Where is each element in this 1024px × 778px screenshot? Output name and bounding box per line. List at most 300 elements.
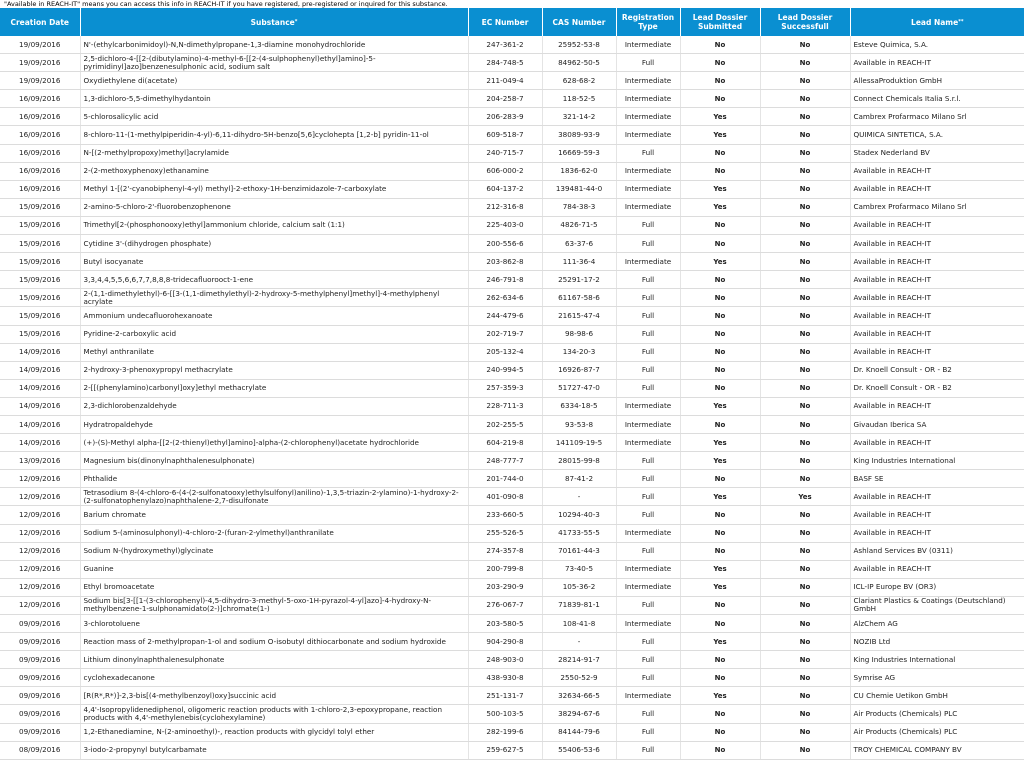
- cell-lead-dossier-submitted: No: [680, 361, 760, 379]
- cell-lead-dossier-submitted: No: [680, 651, 760, 669]
- cell-lead-name: CU Chemie Uetikon GmbH: [850, 687, 1024, 705]
- cell-cas-number: 2550-52-9: [542, 669, 616, 687]
- cell-cas-number: 111-36-4: [542, 253, 616, 271]
- cell-registration-type: Intermediate: [616, 198, 680, 216]
- cell-registration-type: Full: [616, 542, 680, 560]
- cell-lead-dossier-successful: No: [760, 253, 850, 271]
- table-row: [0, 723, 1024, 741]
- cell-lead-name: AllessaProduktion GmbH: [850, 72, 1024, 90]
- cell-cas-number: 38294-67-6: [542, 705, 616, 723]
- cell-substance: 4,4'-Isopropylidenediphenol, oligomeric reaction products with 1-chloro-2,3-epoxypropane, reaction products with 4,4'-methylenebis(cyclohexylamine): [80, 705, 468, 723]
- cell-lead-dossier-submitted: Yes: [680, 126, 760, 144]
- cell-registration-type: Intermediate: [616, 180, 680, 198]
- cell-registration-type: Full: [616, 506, 680, 524]
- header-lead-dossier-successful[interactable]: Lead Dossier Successfull: [760, 8, 850, 36]
- cell-lead-name: TROY CHEMICAL COMPANY BV: [850, 741, 1024, 759]
- cell-cas-number: 139481-44-0: [542, 180, 616, 198]
- cell-cas-number: 93-53-8: [542, 415, 616, 433]
- cell-ec-number: 204-258-7: [468, 90, 542, 108]
- table-row: [0, 578, 1024, 596]
- cell-lead-dossier-submitted: Yes: [680, 687, 760, 705]
- header-substance[interactable]: Substance*: [80, 8, 468, 36]
- cell-lead-dossier-successful: No: [760, 434, 850, 452]
- cell-cas-number: 25952-53-8: [542, 36, 616, 54]
- cell-lead-name: Available in REACH-IT: [850, 235, 1024, 253]
- cell-creation-date: 12/09/2016: [0, 542, 80, 560]
- cell-ec-number: 274-357-8: [468, 542, 542, 560]
- cell-creation-date: 14/09/2016: [0, 343, 80, 361]
- cell-ec-number: 211-049-4: [468, 72, 542, 90]
- cell-lead-dossier-successful: No: [760, 216, 850, 234]
- table-row: [0, 36, 1024, 54]
- cell-lead-dossier-submitted: No: [680, 235, 760, 253]
- cell-lead-dossier-submitted: No: [680, 741, 760, 759]
- cell-ec-number: 248-903-0: [468, 651, 542, 669]
- cell-lead-dossier-successful: No: [760, 452, 850, 470]
- cell-lead-dossier-successful: No: [760, 289, 850, 307]
- cell-cas-number: 4826-71-5: [542, 216, 616, 234]
- cell-ec-number: 200-799-8: [468, 560, 542, 578]
- cell-creation-date: 09/09/2016: [0, 651, 80, 669]
- cell-cas-number: 51727-47-0: [542, 379, 616, 397]
- cell-ec-number: 438-930-8: [468, 669, 542, 687]
- cell-lead-dossier-successful: No: [760, 506, 850, 524]
- cell-registration-type: Full: [616, 307, 680, 325]
- cell-cas-number: 134-20-3: [542, 343, 616, 361]
- cell-substance: N'-(ethylcarbonimidoyl)-N,N-dimethylpropane-1,3-diamine monohydrochloride: [80, 36, 468, 54]
- cell-substance: Sodium 5-(aminosulphonyl)-4-chloro-2-(furan-2-ylmethyl)anthranilate: [80, 524, 468, 542]
- table-row: [0, 235, 1024, 253]
- table-row: [0, 434, 1024, 452]
- cell-substance: 1,2-Ethanediamine, N-(2-aminoethyl)-, reaction products with glycidyl tolyl ether: [80, 723, 468, 741]
- table-row: [0, 325, 1024, 343]
- cell-lead-dossier-successful: No: [760, 126, 850, 144]
- cell-ec-number: 604-219-8: [468, 434, 542, 452]
- cell-creation-date: 12/09/2016: [0, 578, 80, 596]
- cell-creation-date: 15/09/2016: [0, 216, 80, 234]
- table-row: [0, 542, 1024, 560]
- cell-ec-number: 206-283-9: [468, 108, 542, 126]
- cell-lead-name: Available in REACH-IT: [850, 524, 1024, 542]
- cell-lead-dossier-submitted: Yes: [680, 434, 760, 452]
- cell-lead-name: QUIMICA SINTETICA, S.A.: [850, 126, 1024, 144]
- cell-lead-name: Available in REACH-IT: [850, 162, 1024, 180]
- cell-registration-type: Full: [616, 705, 680, 723]
- cell-creation-date: 09/09/2016: [0, 687, 80, 705]
- cell-cas-number: 21615-47-4: [542, 307, 616, 325]
- cell-lead-dossier-submitted: No: [680, 524, 760, 542]
- cell-lead-dossier-successful: No: [760, 379, 850, 397]
- cell-cas-number: -: [542, 633, 616, 651]
- cell-lead-dossier-submitted: No: [680, 90, 760, 108]
- cell-cas-number: 16926-87-7: [542, 361, 616, 379]
- cell-cas-number: 105-36-2: [542, 578, 616, 596]
- cell-ec-number: 284-748-5: [468, 54, 542, 72]
- table-row: [0, 126, 1024, 144]
- cell-cas-number: 1836-62-0: [542, 162, 616, 180]
- cell-lead-dossier-successful: No: [760, 343, 850, 361]
- cell-registration-type: Full: [616, 452, 680, 470]
- cell-substance: Lithium dinonylnaphthalenesulphonate: [80, 651, 468, 669]
- cell-lead-dossier-submitted: Yes: [680, 560, 760, 578]
- cell-lead-dossier-submitted: No: [680, 542, 760, 560]
- cell-creation-date: 16/09/2016: [0, 108, 80, 126]
- header-cas-number[interactable]: CAS Number: [542, 8, 616, 36]
- cell-creation-date: 09/09/2016: [0, 615, 80, 633]
- cell-registration-type: Full: [616, 741, 680, 759]
- cell-substance: 3-iodo-2-propynyl butylcarbamate: [80, 741, 468, 759]
- cell-creation-date: 16/09/2016: [0, 126, 80, 144]
- cell-creation-date: 16/09/2016: [0, 180, 80, 198]
- cell-lead-dossier-successful: No: [760, 144, 850, 162]
- cell-lead-name: Esteve Quimica, S.A.: [850, 36, 1024, 54]
- cell-lead-dossier-submitted: No: [680, 596, 760, 614]
- table-row: [0, 108, 1024, 126]
- cell-lead-dossier-successful: No: [760, 415, 850, 433]
- header-creation-date[interactable]: Creation Date: [0, 8, 80, 36]
- cell-lead-dossier-successful: No: [760, 669, 850, 687]
- cell-registration-type: Intermediate: [616, 415, 680, 433]
- table-row: [0, 216, 1024, 234]
- cell-creation-date: 19/09/2016: [0, 72, 80, 90]
- cell-creation-date: 12/09/2016: [0, 488, 80, 506]
- cell-lead-name: Air Products (Chemicals) PLC: [850, 705, 1024, 723]
- cell-creation-date: 12/09/2016: [0, 596, 80, 614]
- cell-ec-number: 247-361-2: [468, 36, 542, 54]
- cell-lead-dossier-successful: No: [760, 560, 850, 578]
- cell-substance: 1,3-dichloro-5,5-dimethylhydantoin: [80, 90, 468, 108]
- cell-registration-type: Intermediate: [616, 162, 680, 180]
- cell-lead-name: Available in REACH-IT: [850, 488, 1024, 506]
- cell-lead-name: Givaudan Iberica SA: [850, 415, 1024, 433]
- cell-lead-dossier-successful: No: [760, 271, 850, 289]
- cell-creation-date: 14/09/2016: [0, 397, 80, 415]
- cell-cas-number: 10294-40-3: [542, 506, 616, 524]
- cell-creation-date: 09/09/2016: [0, 705, 80, 723]
- cell-lead-dossier-submitted: Yes: [680, 397, 760, 415]
- cell-lead-dossier-submitted: No: [680, 271, 760, 289]
- cell-substance: Cytidine 3'-(dihydrogen phosphate): [80, 235, 468, 253]
- cell-lead-dossier-successful: No: [760, 615, 850, 633]
- cell-lead-dossier-successful: No: [760, 633, 850, 651]
- cell-lead-name: Available in REACH-IT: [850, 253, 1024, 271]
- cell-lead-name: Cambrex Profarmaco Milano Srl: [850, 198, 1024, 216]
- table-row: [0, 343, 1024, 361]
- cell-creation-date: 15/09/2016: [0, 307, 80, 325]
- cell-creation-date: 12/09/2016: [0, 506, 80, 524]
- cell-substance: cyclohexadecanone: [80, 669, 468, 687]
- cell-lead-dossier-successful: No: [760, 180, 850, 198]
- cell-lead-dossier-submitted: No: [680, 162, 760, 180]
- table-row: [0, 741, 1024, 759]
- cell-lead-name: Available in REACH-IT: [850, 506, 1024, 524]
- table-row: [0, 596, 1024, 614]
- cell-lead-name: Cambrex Profarmaco Milano Srl: [850, 108, 1024, 126]
- cell-lead-name: Available in REACH-IT: [850, 307, 1024, 325]
- cell-creation-date: 14/09/2016: [0, 379, 80, 397]
- cell-lead-dossier-submitted: Yes: [680, 633, 760, 651]
- cell-lead-dossier-submitted: No: [680, 72, 760, 90]
- table-row: [0, 397, 1024, 415]
- cell-substance: N-[(2-methylpropoxy)methyl]acrylamide: [80, 144, 468, 162]
- table-row: [0, 506, 1024, 524]
- cell-substance: Phthalide: [80, 470, 468, 488]
- cell-creation-date: 13/09/2016: [0, 452, 80, 470]
- table-row: [0, 180, 1024, 198]
- cell-registration-type: Intermediate: [616, 90, 680, 108]
- cell-ec-number: 401-090-8: [468, 488, 542, 506]
- header-lead-name[interactable]: Lead Name**: [850, 8, 1024, 36]
- cell-ec-number: 233-660-5: [468, 506, 542, 524]
- cell-creation-date: 14/09/2016: [0, 415, 80, 433]
- cell-registration-type: Full: [616, 235, 680, 253]
- cell-lead-dossier-submitted: No: [680, 379, 760, 397]
- cell-substance: Pyridine-2-carboxylic acid: [80, 325, 468, 343]
- cell-creation-date: 14/09/2016: [0, 361, 80, 379]
- cell-creation-date: 14/09/2016: [0, 434, 80, 452]
- cell-registration-type: Full: [616, 289, 680, 307]
- cell-cas-number: 108-41-8: [542, 615, 616, 633]
- cell-registration-type: Full: [616, 343, 680, 361]
- table-row: [0, 633, 1024, 651]
- cell-ec-number: 276-067-7: [468, 596, 542, 614]
- cell-ec-number: 200-556-6: [468, 235, 542, 253]
- header-registration-type[interactable]: Registration Type: [616, 8, 680, 36]
- cell-lead-name: Clariant Plastics & Coatings (Deutschland) GmbH: [850, 596, 1024, 614]
- cell-registration-type: Full: [616, 361, 680, 379]
- cell-cas-number: 25291-17-2: [542, 271, 616, 289]
- cell-substance: Barium chromate: [80, 506, 468, 524]
- cell-lead-name: Connect Chemicals Italia S.r.l.: [850, 90, 1024, 108]
- cell-lead-dossier-submitted: No: [680, 307, 760, 325]
- cell-substance: [R(R*,R*)]-2,3-bis[(4-methylbenzoyl)oxy]succinic acid: [80, 687, 468, 705]
- cell-creation-date: 09/09/2016: [0, 633, 80, 651]
- cell-registration-type: Intermediate: [616, 126, 680, 144]
- header-substance-label: Substance: [250, 17, 295, 27]
- cell-creation-date: 15/09/2016: [0, 235, 80, 253]
- cell-substance: Guanine: [80, 560, 468, 578]
- cell-creation-date: 12/09/2016: [0, 524, 80, 542]
- table-row: [0, 144, 1024, 162]
- table-row: [0, 669, 1024, 687]
- header-ec-number[interactable]: EC Number: [468, 8, 542, 36]
- cell-creation-date: 16/09/2016: [0, 162, 80, 180]
- cell-lead-name: Available in REACH-IT: [850, 289, 1024, 307]
- cell-lead-dossier-successful: No: [760, 596, 850, 614]
- cell-cas-number: 6334-18-5: [542, 397, 616, 415]
- cell-lead-dossier-submitted: No: [680, 470, 760, 488]
- cell-lead-name: BASF SE: [850, 470, 1024, 488]
- cell-creation-date: 15/09/2016: [0, 289, 80, 307]
- cell-lead-dossier-submitted: No: [680, 615, 760, 633]
- cell-lead-name: Available in REACH-IT: [850, 54, 1024, 72]
- cell-ec-number: 240-715-7: [468, 144, 542, 162]
- cell-ec-number: 228-711-3: [468, 397, 542, 415]
- cell-lead-dossier-successful: No: [760, 325, 850, 343]
- cell-cas-number: 61167-58-6: [542, 289, 616, 307]
- cell-lead-dossier-successful: Yes: [760, 488, 850, 506]
- cell-lead-name: ICL-IP Europe BV (OR3): [850, 578, 1024, 596]
- header-lead-name-label: Lead Name: [911, 17, 959, 27]
- substance-table: [0, 8, 1024, 760]
- cell-registration-type: Full: [616, 271, 680, 289]
- cell-registration-type: Intermediate: [616, 434, 680, 452]
- cell-substance: Trimethyl[2-(phosphonooxy)ethyl]ammonium chloride, calcium salt (1:1): [80, 216, 468, 234]
- cell-lead-dossier-submitted: Yes: [680, 253, 760, 271]
- table-row: [0, 289, 1024, 307]
- table-row: [0, 54, 1024, 72]
- cell-ec-number: 212-316-8: [468, 198, 542, 216]
- cell-lead-dossier-submitted: Yes: [680, 452, 760, 470]
- cell-cas-number: 141109-19-5: [542, 434, 616, 452]
- cell-registration-type: Intermediate: [616, 578, 680, 596]
- cell-registration-type: Full: [616, 144, 680, 162]
- cell-lead-dossier-successful: No: [760, 198, 850, 216]
- cell-lead-dossier-submitted: No: [680, 705, 760, 723]
- cell-lead-dossier-submitted: No: [680, 669, 760, 687]
- cell-lead-name: Available in REACH-IT: [850, 325, 1024, 343]
- cell-creation-date: 15/09/2016: [0, 271, 80, 289]
- cell-substance: 2-(2-methoxyphenoxy)ethanamine: [80, 162, 468, 180]
- header-lead-dossier-submitted[interactable]: Lead Dossier Submitted: [680, 8, 760, 36]
- cell-cas-number: 32634-66-5: [542, 687, 616, 705]
- cell-ec-number: 244-479-6: [468, 307, 542, 325]
- cell-creation-date: 12/09/2016: [0, 560, 80, 578]
- cell-substance: Sodium N-(hydroxymethyl)glycinate: [80, 542, 468, 560]
- cell-cas-number: -: [542, 488, 616, 506]
- table-row: [0, 524, 1024, 542]
- cell-lead-dossier-successful: No: [760, 307, 850, 325]
- table-row: [0, 687, 1024, 705]
- cell-lead-dossier-successful: No: [760, 741, 850, 759]
- cell-lead-name: Symrise AG: [850, 669, 1024, 687]
- cell-registration-type: Full: [616, 723, 680, 741]
- cell-ec-number: 609-518-7: [468, 126, 542, 144]
- cell-lead-dossier-successful: No: [760, 687, 850, 705]
- cell-ec-number: 202-719-7: [468, 325, 542, 343]
- cell-cas-number: 41733-55-5: [542, 524, 616, 542]
- cell-ec-number: 251-131-7: [468, 687, 542, 705]
- cell-registration-type: Full: [616, 325, 680, 343]
- cell-lead-dossier-submitted: No: [680, 343, 760, 361]
- cell-creation-date: 09/09/2016: [0, 669, 80, 687]
- cell-ec-number: 205-132-4: [468, 343, 542, 361]
- cell-registration-type: Full: [616, 651, 680, 669]
- cell-lead-dossier-successful: No: [760, 36, 850, 54]
- cell-registration-type: Full: [616, 470, 680, 488]
- table-row: [0, 379, 1024, 397]
- cell-lead-dossier-successful: No: [760, 542, 850, 560]
- cell-substance: 8-chloro-11-(1-methylpiperidin-4-yl)-6,11-dihydro-5H-benzo[5,6]cyclohepta [1,2-b] pyridin-11-ol: [80, 126, 468, 144]
- cell-ec-number: 240-994-5: [468, 361, 542, 379]
- cell-ec-number: 203-580-5: [468, 615, 542, 633]
- cell-lead-name: Dr. Knoell Consult - OR - B2: [850, 379, 1024, 397]
- cell-creation-date: 16/09/2016: [0, 144, 80, 162]
- cell-lead-name: Available in REACH-IT: [850, 434, 1024, 452]
- cell-registration-type: Full: [616, 54, 680, 72]
- cell-lead-dossier-successful: No: [760, 108, 850, 126]
- cell-lead-dossier-submitted: Yes: [680, 488, 760, 506]
- cell-registration-type: Full: [616, 669, 680, 687]
- cell-lead-dossier-successful: No: [760, 470, 850, 488]
- cell-cas-number: 71839-81-1: [542, 596, 616, 614]
- cell-cas-number: 73-40-5: [542, 560, 616, 578]
- cell-lead-dossier-successful: No: [760, 72, 850, 90]
- cell-ec-number: 248-777-7: [468, 452, 542, 470]
- cell-cas-number: 84144-79-6: [542, 723, 616, 741]
- table-row: [0, 651, 1024, 669]
- cell-substance: Hydratropaldehyde: [80, 415, 468, 433]
- cell-ec-number: 225-403-0: [468, 216, 542, 234]
- cell-cas-number: 98-98-6: [542, 325, 616, 343]
- cell-lead-dossier-submitted: Yes: [680, 180, 760, 198]
- cell-ec-number: 202-255-5: [468, 415, 542, 433]
- cell-lead-dossier-successful: No: [760, 705, 850, 723]
- cell-ec-number: 255-526-5: [468, 524, 542, 542]
- cell-cas-number: 84962-50-5: [542, 54, 616, 72]
- cell-substance: Reaction mass of 2-methylpropan-1-ol and sodium O-isobutyl dithiocarbonate and sodium hydroxide: [80, 633, 468, 651]
- cell-ec-number: 259-627-5: [468, 741, 542, 759]
- cell-creation-date: 15/09/2016: [0, 253, 80, 271]
- cell-ec-number: 246-791-8: [468, 271, 542, 289]
- cell-cas-number: 55406-53-6: [542, 741, 616, 759]
- cell-registration-type: Intermediate: [616, 615, 680, 633]
- table-row: [0, 705, 1024, 723]
- cell-lead-name: Stadex Nederland BV: [850, 144, 1024, 162]
- cell-lead-dossier-submitted: No: [680, 289, 760, 307]
- cell-cas-number: 87-41-2: [542, 470, 616, 488]
- cell-lead-dossier-successful: No: [760, 397, 850, 415]
- cell-registration-type: Full: [616, 596, 680, 614]
- cell-registration-type: Full: [616, 379, 680, 397]
- cell-substance: Ethyl bromoacetate: [80, 578, 468, 596]
- cell-cas-number: 784-38-3: [542, 198, 616, 216]
- cell-registration-type: Intermediate: [616, 560, 680, 578]
- table-header-row: [0, 8, 1024, 36]
- cell-lead-name: Available in REACH-IT: [850, 397, 1024, 415]
- cell-substance: 5-chlorosalicylic acid: [80, 108, 468, 126]
- cell-lead-dossier-successful: No: [760, 524, 850, 542]
- cell-substance: 3-chlorotoluene: [80, 615, 468, 633]
- table-row: [0, 271, 1024, 289]
- cell-lead-dossier-successful: No: [760, 90, 850, 108]
- cell-lead-dossier-successful: No: [760, 578, 850, 596]
- table-row: [0, 198, 1024, 216]
- cell-substance: 2-[[(phenylamino)carbonyl]oxy]ethyl methacrylate: [80, 379, 468, 397]
- reach-it-note: "Available in REACH-IT" means you can access this info in REACH-IT if you have registered, pre-registered or inquired for this substance.: [4, 0, 448, 8]
- cell-lead-dossier-submitted: No: [680, 54, 760, 72]
- cell-substance: Sodium bis[3-[[1-(3-chlorophenyl)-4,5-dihydro-3-methyl-5-oxo-1H-pyrazol-4-yl]azo]-4-hydroxy-N-methylbenzene-1-sulphonamidato(2-)]chromate(1-): [80, 596, 468, 614]
- cell-creation-date: 08/09/2016: [0, 741, 80, 759]
- cell-ec-number: 604-137-2: [468, 180, 542, 198]
- cell-lead-dossier-successful: No: [760, 162, 850, 180]
- cell-substance: Tetrasodium 8-(4-chloro-6-(4-(2-sulfonatooxy)ethylsulfonyl)anilino)-1,3,5-triazin-2-ylamino)-1-hydroxy-2-(2-sulfonatophenylazo)naphthalene-2,7-disulfonate: [80, 488, 468, 506]
- cell-ec-number: 904-290-8: [468, 633, 542, 651]
- cell-creation-date: 12/09/2016: [0, 470, 80, 488]
- cell-lead-name: Available in REACH-IT: [850, 560, 1024, 578]
- table-row: [0, 361, 1024, 379]
- cell-substance: Oxydiethylene di(acetate): [80, 72, 468, 90]
- cell-substance: Butyl isocyanate: [80, 253, 468, 271]
- table-row: [0, 162, 1024, 180]
- cell-creation-date: 16/09/2016: [0, 90, 80, 108]
- cell-lead-name: Dr. Knoell Consult - OR - B2: [850, 361, 1024, 379]
- table-row: [0, 470, 1024, 488]
- cell-cas-number: 63-37-6: [542, 235, 616, 253]
- cell-lead-dossier-submitted: Yes: [680, 108, 760, 126]
- cell-creation-date: 19/09/2016: [0, 36, 80, 54]
- cell-lead-name: NOZIB Ltd: [850, 633, 1024, 651]
